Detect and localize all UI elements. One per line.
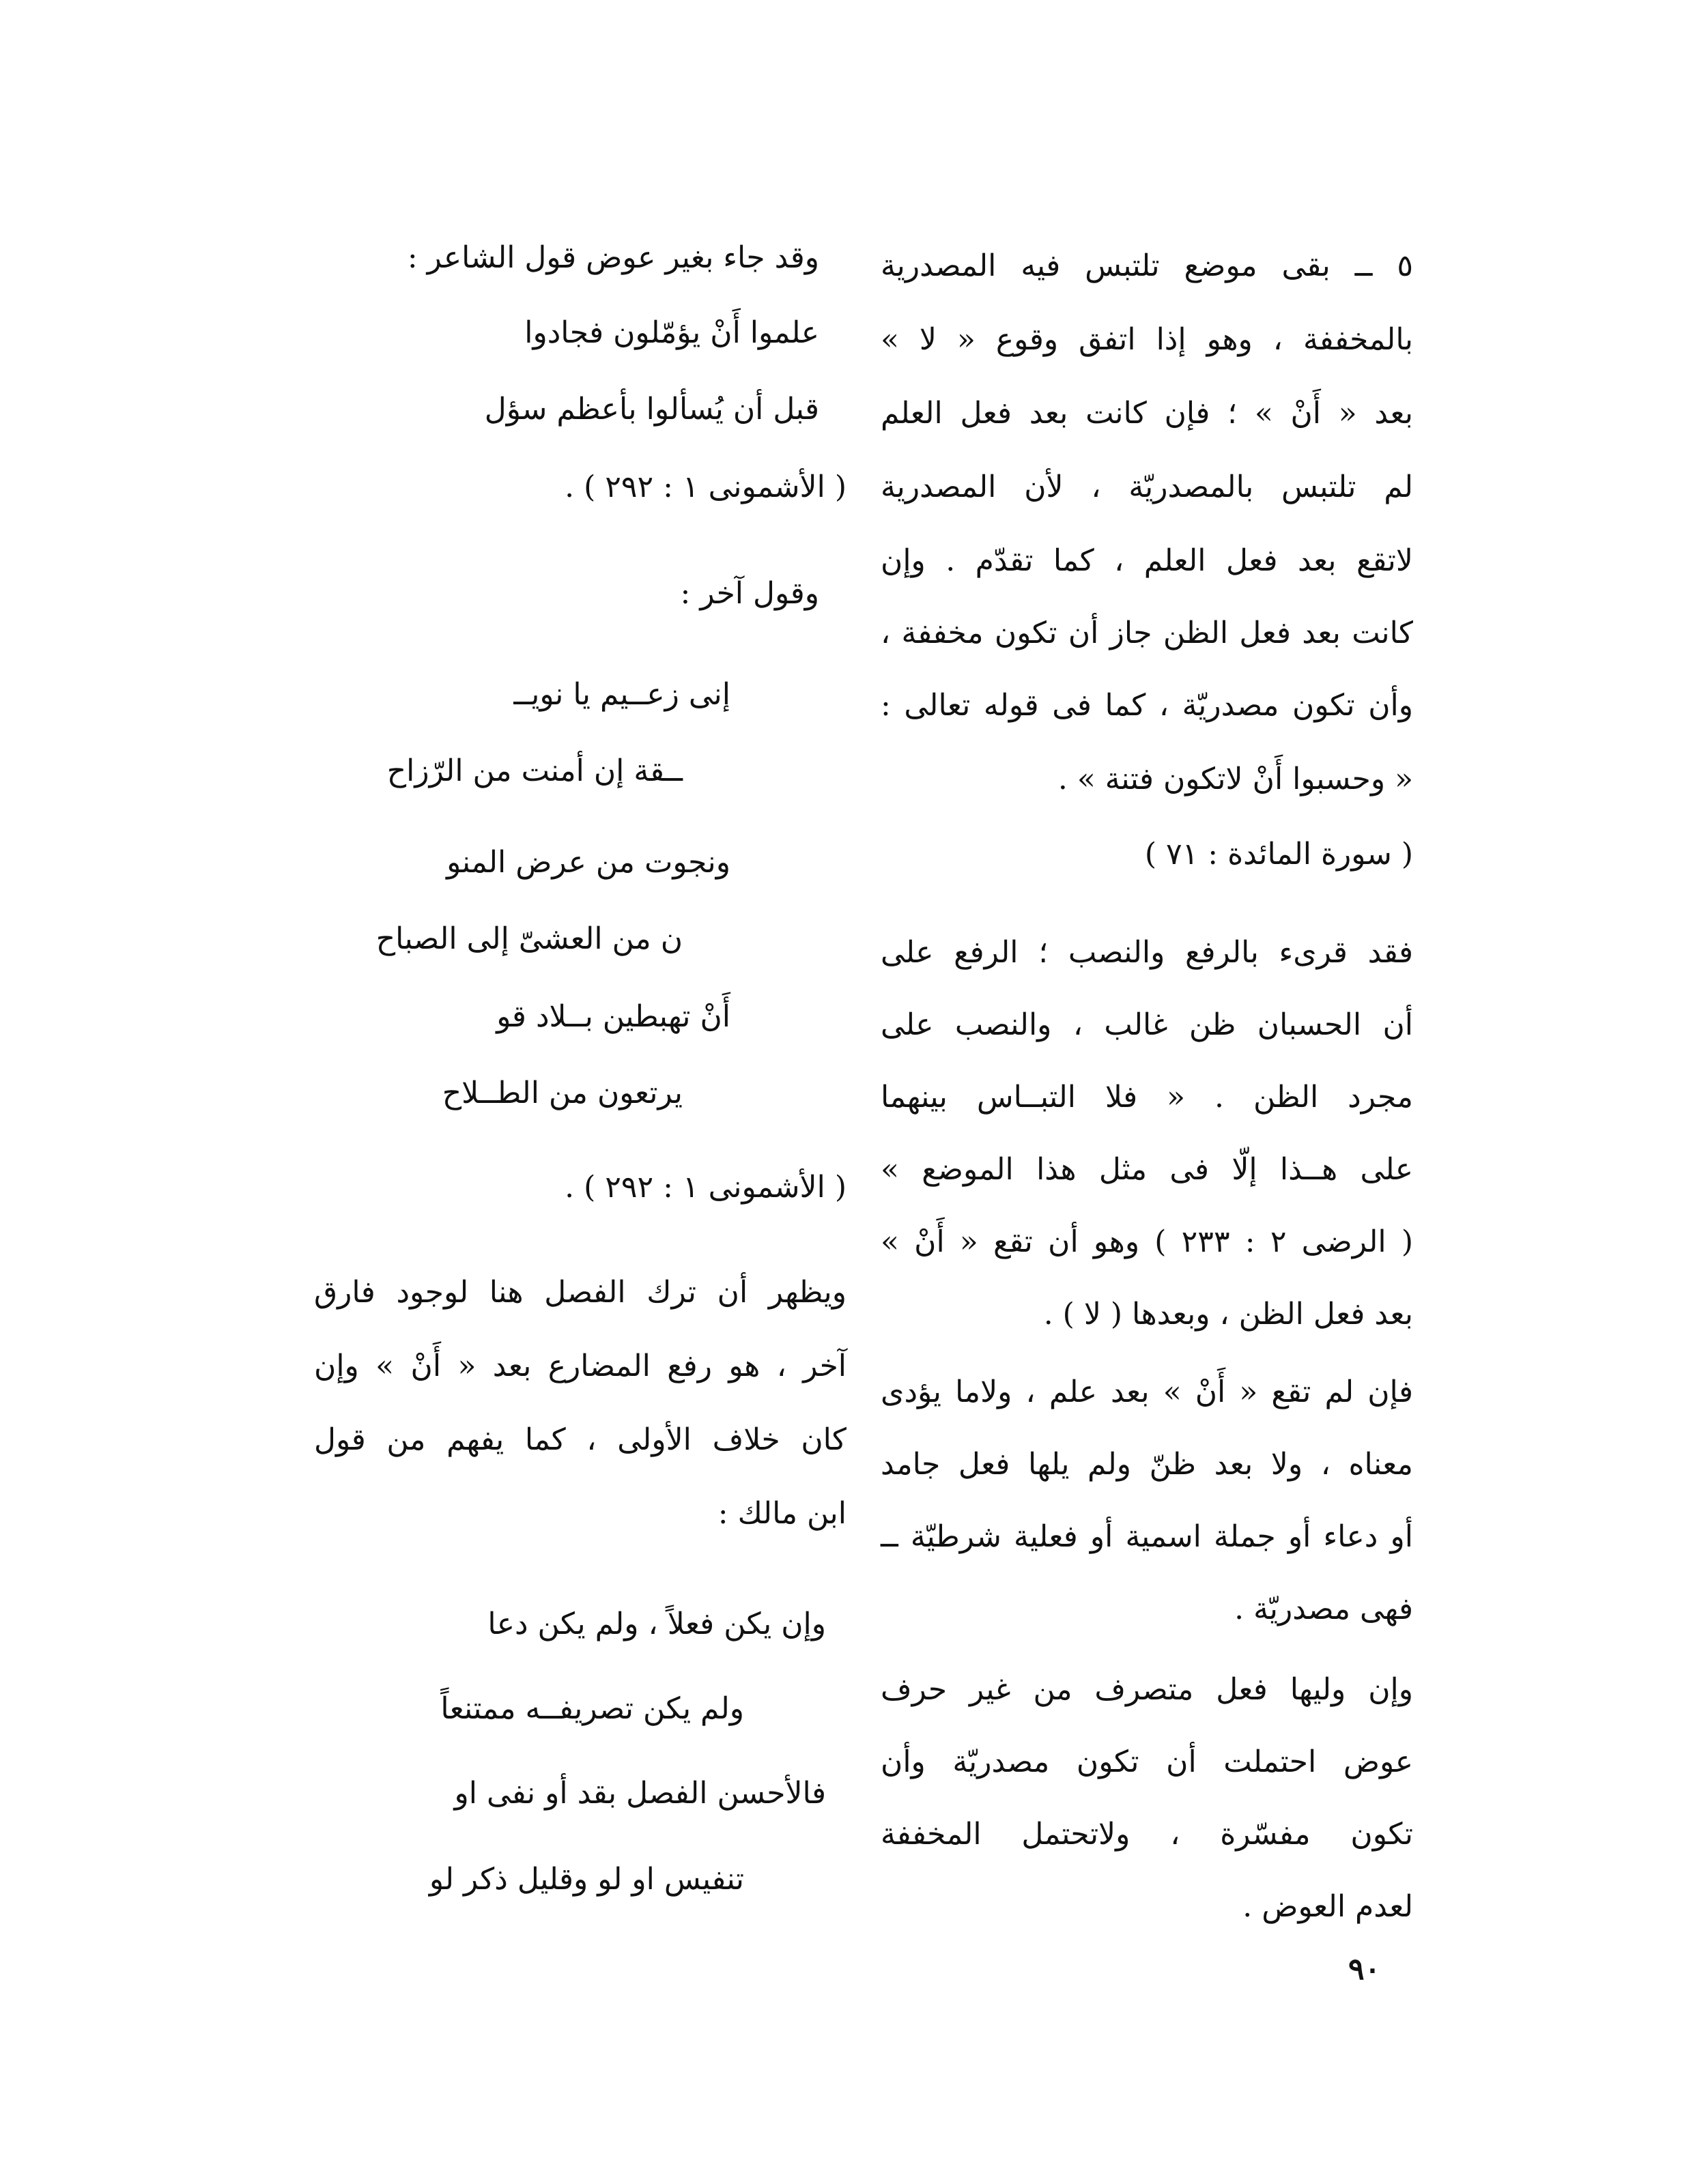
- verse-line: ونجوت من عرض المنو: [446, 845, 730, 880]
- text-line: معناه ، ولا بعد ظنّ ولم يلها فعل جامد: [881, 1447, 1413, 1482]
- text-line: وقول آخر :: [680, 576, 819, 611]
- verse-line: ولم يكن تصريفــه ممتنعاً: [440, 1691, 744, 1726]
- text-line: وأن تكون مصدريّة ، كما فى قوله تعالى :: [881, 688, 1413, 723]
- verse-line: وإن يكن فعلاً ، ولم يكن دعا: [487, 1607, 826, 1641]
- text-line: لعدم العوض .: [1242, 1889, 1413, 1924]
- citation: ( سورة المائدة : ٧١ ): [1144, 837, 1413, 872]
- text-line: بعد « أَنْ » ؛ فإن كانت بعد فعل العلم: [881, 396, 1413, 431]
- text-line: أو دعاء أو جملة اسمية أو فعلية شرطيّة ــ: [881, 1519, 1413, 1554]
- text-line: تكون مفسّرة ، ولاتحتمل المخففة: [881, 1817, 1413, 1852]
- text-line: لم تلتبس بالمصدريّة ، لأن المصدرية: [881, 470, 1413, 504]
- citation: ( الأشمونى ١ : ٢٩٢ ) .: [565, 470, 846, 504]
- text-line: على هــذا إلّا فى مثل هذا الموضع »: [881, 1152, 1413, 1187]
- verse-line: ن من العشىّ إلى الصباح: [375, 921, 683, 956]
- text-line: وقد جاء بغير عوض قول الشاعر :: [407, 240, 819, 275]
- text-line: ويظهر أن ترك الفصل هنا لوجود فارق: [314, 1275, 846, 1310]
- text-line: ( الرضى ٢ : ٢٣٣ ) وهو أن تقع « أَنْ »: [881, 1224, 1413, 1259]
- text-line: بالمخففة ، وهو إذا اتفق وقوع « لا »: [881, 322, 1413, 357]
- text-line: فقد قرىء بالرفع والنصب ؛ الرفع على: [881, 935, 1413, 970]
- text-line: ابن مالك :: [717, 1496, 846, 1531]
- citation: ( الأشمونى ١ : ٢٩٢ ) .: [565, 1170, 846, 1205]
- verse-line: تنفيس او لو وقليل ذكر لو: [429, 1862, 744, 1897]
- text-line: بعد فعل الظن ، وبعدها ( لا ) .: [1043, 1297, 1413, 1332]
- verse-line: قبل أن يُسألوا بأعظم سؤل: [484, 392, 819, 427]
- text-line: فهى مصدريّة .: [1234, 1592, 1413, 1626]
- text-line: آخر ، هو رفع المضارع بعد « أَنْ » وإن: [314, 1349, 846, 1383]
- text-line: وإن وليها فعل متصرف من غير حرف: [881, 1672, 1413, 1707]
- verse-line: يرتعون من الطــلاح: [442, 1076, 683, 1110]
- verse-line: أَنْ تهبطين بــلاد قو: [496, 999, 730, 1034]
- text-line: ٥ ــ بقى موضع تلتبس فيه المصدرية: [881, 248, 1413, 283]
- text-line: أن الحسبان ظن غالب ، والنصب على: [881, 1007, 1413, 1042]
- text-line: لاتقع بعد فعل العلم ، كما تقدّم . وإن: [881, 543, 1413, 578]
- verse-line: إنى زعــيم يا نويــ: [513, 677, 730, 712]
- verse-line: فالأحسن الفصل بقد أو نفى او: [454, 1776, 826, 1811]
- text-line: عوض احتملت أن تكون مصدريّة وأن: [881, 1744, 1413, 1779]
- text-line: « وحسبوا أَنْ لاتكون فتنة » .: [1057, 762, 1413, 796]
- text-line: كان خلاف الأولى ، كما يفهم من قول: [314, 1422, 846, 1457]
- verse-line: علموا أَنْ يؤمّلون فجادوا: [524, 315, 819, 350]
- page-number: ٩٠: [1348, 1952, 1381, 1987]
- text-line: مجرد الظن . « فلا التبــاس بينهما: [881, 1080, 1413, 1115]
- text-line: كانت بعد فعل الظن جاز أن تكون مخففة ،: [881, 616, 1413, 650]
- verse-line: ــقة إن أمنت من الرّزاح: [386, 753, 683, 788]
- text-line: فإن لم تقع « أَنْ » بعد علم ، ولاما يؤدى: [881, 1375, 1413, 1409]
